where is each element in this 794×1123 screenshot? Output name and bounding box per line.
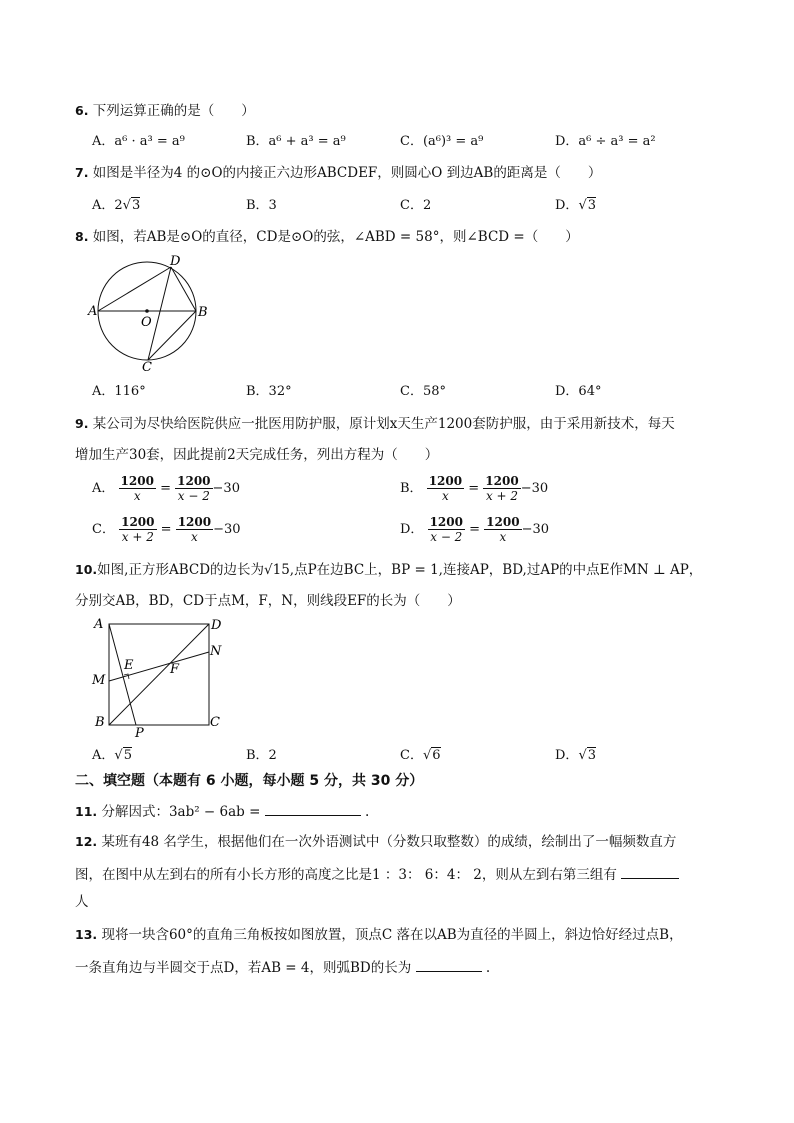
q9-d-right-den: x <box>499 530 507 544</box>
q13-line2 <box>75 957 490 977</box>
q11-number: 11. <box>75 804 98 819</box>
q9-c-right-num: 1200 <box>177 515 212 529</box>
q10-diagonal-bd <box>109 624 209 725</box>
q8-chord-cd <box>148 267 171 360</box>
q7-stem-text: 如图是半径为4 的⊙O的内接正六边形ABCDEF，则圆心O 到边AB的距离是（ ） <box>92 165 602 181</box>
q7-option-c: C．2 <box>400 198 432 213</box>
q13-answer-blank[interactable] <box>416 957 482 972</box>
q9-a-right-num: 1200 <box>177 474 211 488</box>
q8-option-b: B．32° <box>246 384 292 399</box>
q9-stem-line1 <box>75 415 675 433</box>
q7-option-a-label: A．2 <box>92 198 123 213</box>
q9-option-c <box>92 515 241 544</box>
q9-a-frac-left <box>119 474 156 503</box>
q12-number: 12. <box>75 834 98 849</box>
q9-d-frac-right <box>484 515 521 544</box>
q10-option-d-label: D． <box>555 748 579 763</box>
q8-label-o: O <box>141 315 152 330</box>
q9-b-left-num: 1200 <box>428 474 463 488</box>
q9-a-left-den: x <box>133 489 141 503</box>
q12-line2 <box>75 864 679 884</box>
q13-line2-text: 一条直角边与半圆交于点D，若AB = 4，则弧BD的长为 <box>75 960 412 976</box>
q8-figure <box>86 252 212 374</box>
section-2-title: 二、填空题（本题有 6 小题，每小题 5 分，共 30 分） <box>75 773 424 789</box>
q9-a-right-den: x − 2 <box>177 489 210 503</box>
q10-label-b: B <box>95 715 105 730</box>
q9-option-c-label: C． <box>92 522 115 537</box>
q10-label-d: D <box>211 618 222 633</box>
q9-b-frac-right <box>483 474 520 503</box>
q8-number: 8. <box>75 229 89 244</box>
q12-answer-blank[interactable] <box>621 864 679 879</box>
q10-label-a: A <box>94 617 104 632</box>
q9-d-right-num: 1200 <box>486 515 520 529</box>
q9-d-frac-left <box>428 515 465 544</box>
q11-answer-blank[interactable] <box>265 801 361 816</box>
q6-option-a: A．a⁶ · a³ = a⁹ <box>92 134 185 149</box>
q7-number: 7. <box>75 165 89 180</box>
q12-line1-text: 某班有48 名学生，根据他们在一次外语测试中（分数只取整数）的成绩，绘制出了一幅频数直方 <box>101 834 677 850</box>
q12-line3: 人 <box>75 894 89 910</box>
q7-option-d-label: D． <box>555 198 579 213</box>
q10-stem-line1 <box>75 561 702 579</box>
q8-option-a: A．116° <box>92 384 146 399</box>
q10-option-c: C．√6 <box>400 748 441 763</box>
q9-option-b <box>400 474 548 503</box>
q9-d-minus30: −30 <box>521 522 550 537</box>
q9-b-minus30: −30 <box>520 481 549 496</box>
q8-center-dot <box>145 309 149 313</box>
q9-number: 9. <box>75 416 89 431</box>
q10-option-a-label: A． <box>92 748 115 763</box>
q13-number: 13. <box>75 927 98 942</box>
q9-c-right-den: x <box>191 530 198 544</box>
q10-option-b: B．2 <box>246 748 277 763</box>
q13-line1-text: 现将一块含60°的直角三角板按如图放置，顶点C 落在以AB为直径的半圆上，斜边恰好经过点B， <box>101 927 683 943</box>
q9-a-eq: = <box>160 481 171 496</box>
q9-option-d-label: D． <box>400 522 424 537</box>
q9-b-frac-left <box>427 474 464 503</box>
q8-stem-text: 如图，若AB是⊙O的直径，CD是⊙O的弦，∠ABD = 58°，则∠BCD =（ ） <box>92 229 579 245</box>
q9-option-b-label: B． <box>400 481 423 496</box>
q9-b-eq: = <box>468 481 480 496</box>
q9-c-frac-left <box>119 515 156 544</box>
q8-segment-ad <box>98 267 171 311</box>
q11-stem-text: 分解因式：3ab² − 6ab = <box>101 804 261 820</box>
q6-option-b: B．a⁶ + a³ = a⁹ <box>246 134 346 149</box>
q9-d-left-num: 1200 <box>429 515 463 529</box>
q6-stem-text: 下列运算正确的是（ ） <box>92 103 255 119</box>
q6-option-d: D．a⁶ ÷ a³ = a² <box>555 134 656 149</box>
q13-line1 <box>75 926 683 944</box>
q9-c-minus30: −30 <box>213 522 241 537</box>
q10-stem-line2: 分别交AB，BD，CD于点M，F，N，则线段EF的长为（ ） <box>75 593 461 609</box>
q9-option-a-label: A． <box>92 481 115 496</box>
q7-option-a: A．2√3 <box>92 198 141 213</box>
q8-option-d: D．64° <box>555 384 602 399</box>
q9-d-eq: = <box>469 522 481 537</box>
q10-label-c: C <box>210 715 220 730</box>
q10-label-n: N <box>210 644 222 659</box>
q9-b-right-num: 1200 <box>485 474 519 488</box>
q9-option-a <box>92 474 240 503</box>
q12-line2-text: 图，在图中从左到右的所有小长方形的高度之比是1 ：3： 6：4： 2，则从左到右第三组有 <box>75 867 617 883</box>
q9-c-left-den: x + 2 <box>121 530 154 544</box>
q9-stem-text-1: 某公司为尽快给医院供应一批医用防护服，原计划x天生产1200套防护服，由于采用新技术，每天 <box>92 416 675 432</box>
q7-stem <box>75 164 601 182</box>
q10-option-c-radicand: 6 <box>432 748 441 763</box>
q10-option-d: D．√3 <box>555 748 597 763</box>
q10-label-p: P <box>135 726 144 738</box>
q9-a-left-num: 1200 <box>120 474 154 488</box>
q6-stem <box>75 102 255 120</box>
q12-line1 <box>75 833 676 851</box>
q9-c-eq: = <box>160 522 172 537</box>
q9-a-frac-right <box>175 474 212 503</box>
q9-option-d <box>400 515 549 544</box>
q10-label-m: M <box>92 673 106 688</box>
q10-label-f: F <box>170 662 180 677</box>
q13-tail: . <box>485 960 491 976</box>
q8-label-d: D <box>170 254 181 269</box>
q10-label-e: E <box>124 658 134 673</box>
q10-option-a: A．√5 <box>92 748 132 763</box>
q8-segment-bd <box>171 267 196 311</box>
q7-option-b: B．3 <box>246 198 277 213</box>
q6-number: 6. <box>75 103 89 118</box>
q9-d-left-den: x − 2 <box>430 530 463 544</box>
q10-number: 10. <box>75 562 98 577</box>
q10-option-a-radicand: 5 <box>123 748 132 763</box>
q8-option-c: C．58° <box>400 384 446 399</box>
q11-stem <box>75 801 369 821</box>
q10-figure <box>88 614 228 738</box>
q8-label-a: A <box>88 304 98 319</box>
q10-option-c-label: C． <box>400 748 423 763</box>
q9-c-left-num: 1200 <box>121 515 155 529</box>
q10-stem-text-1: 如图,正方形ABCD的边长为√15,点P在边BC上，BP = 1,连接AP，BD,过AP的中点E作MN ⊥ AP， <box>97 562 703 578</box>
q10-option-d-radicand: 3 <box>587 748 597 763</box>
q7-option-a-radicand: 3 <box>131 198 141 213</box>
q8-label-c: C <box>142 360 152 374</box>
q9-a-minus30: −30 <box>212 481 240 496</box>
q7-option-d-radicand: 3 <box>587 198 597 213</box>
q7-option-d: D．√3 <box>555 198 597 213</box>
q6-option-c: C．(a⁶)³ = a⁹ <box>400 134 484 149</box>
q9-b-right-den: x + 2 <box>485 489 519 503</box>
q11-tail: . <box>365 804 370 820</box>
q8-label-b: B <box>198 305 208 320</box>
q9-stem-line2: 增加生产30套，因此提前2天完成任务，列出方程为（ ） <box>75 447 439 463</box>
q8-stem <box>75 228 579 246</box>
q9-c-frac-right <box>176 515 213 544</box>
q9-b-left-den: x <box>442 489 449 503</box>
